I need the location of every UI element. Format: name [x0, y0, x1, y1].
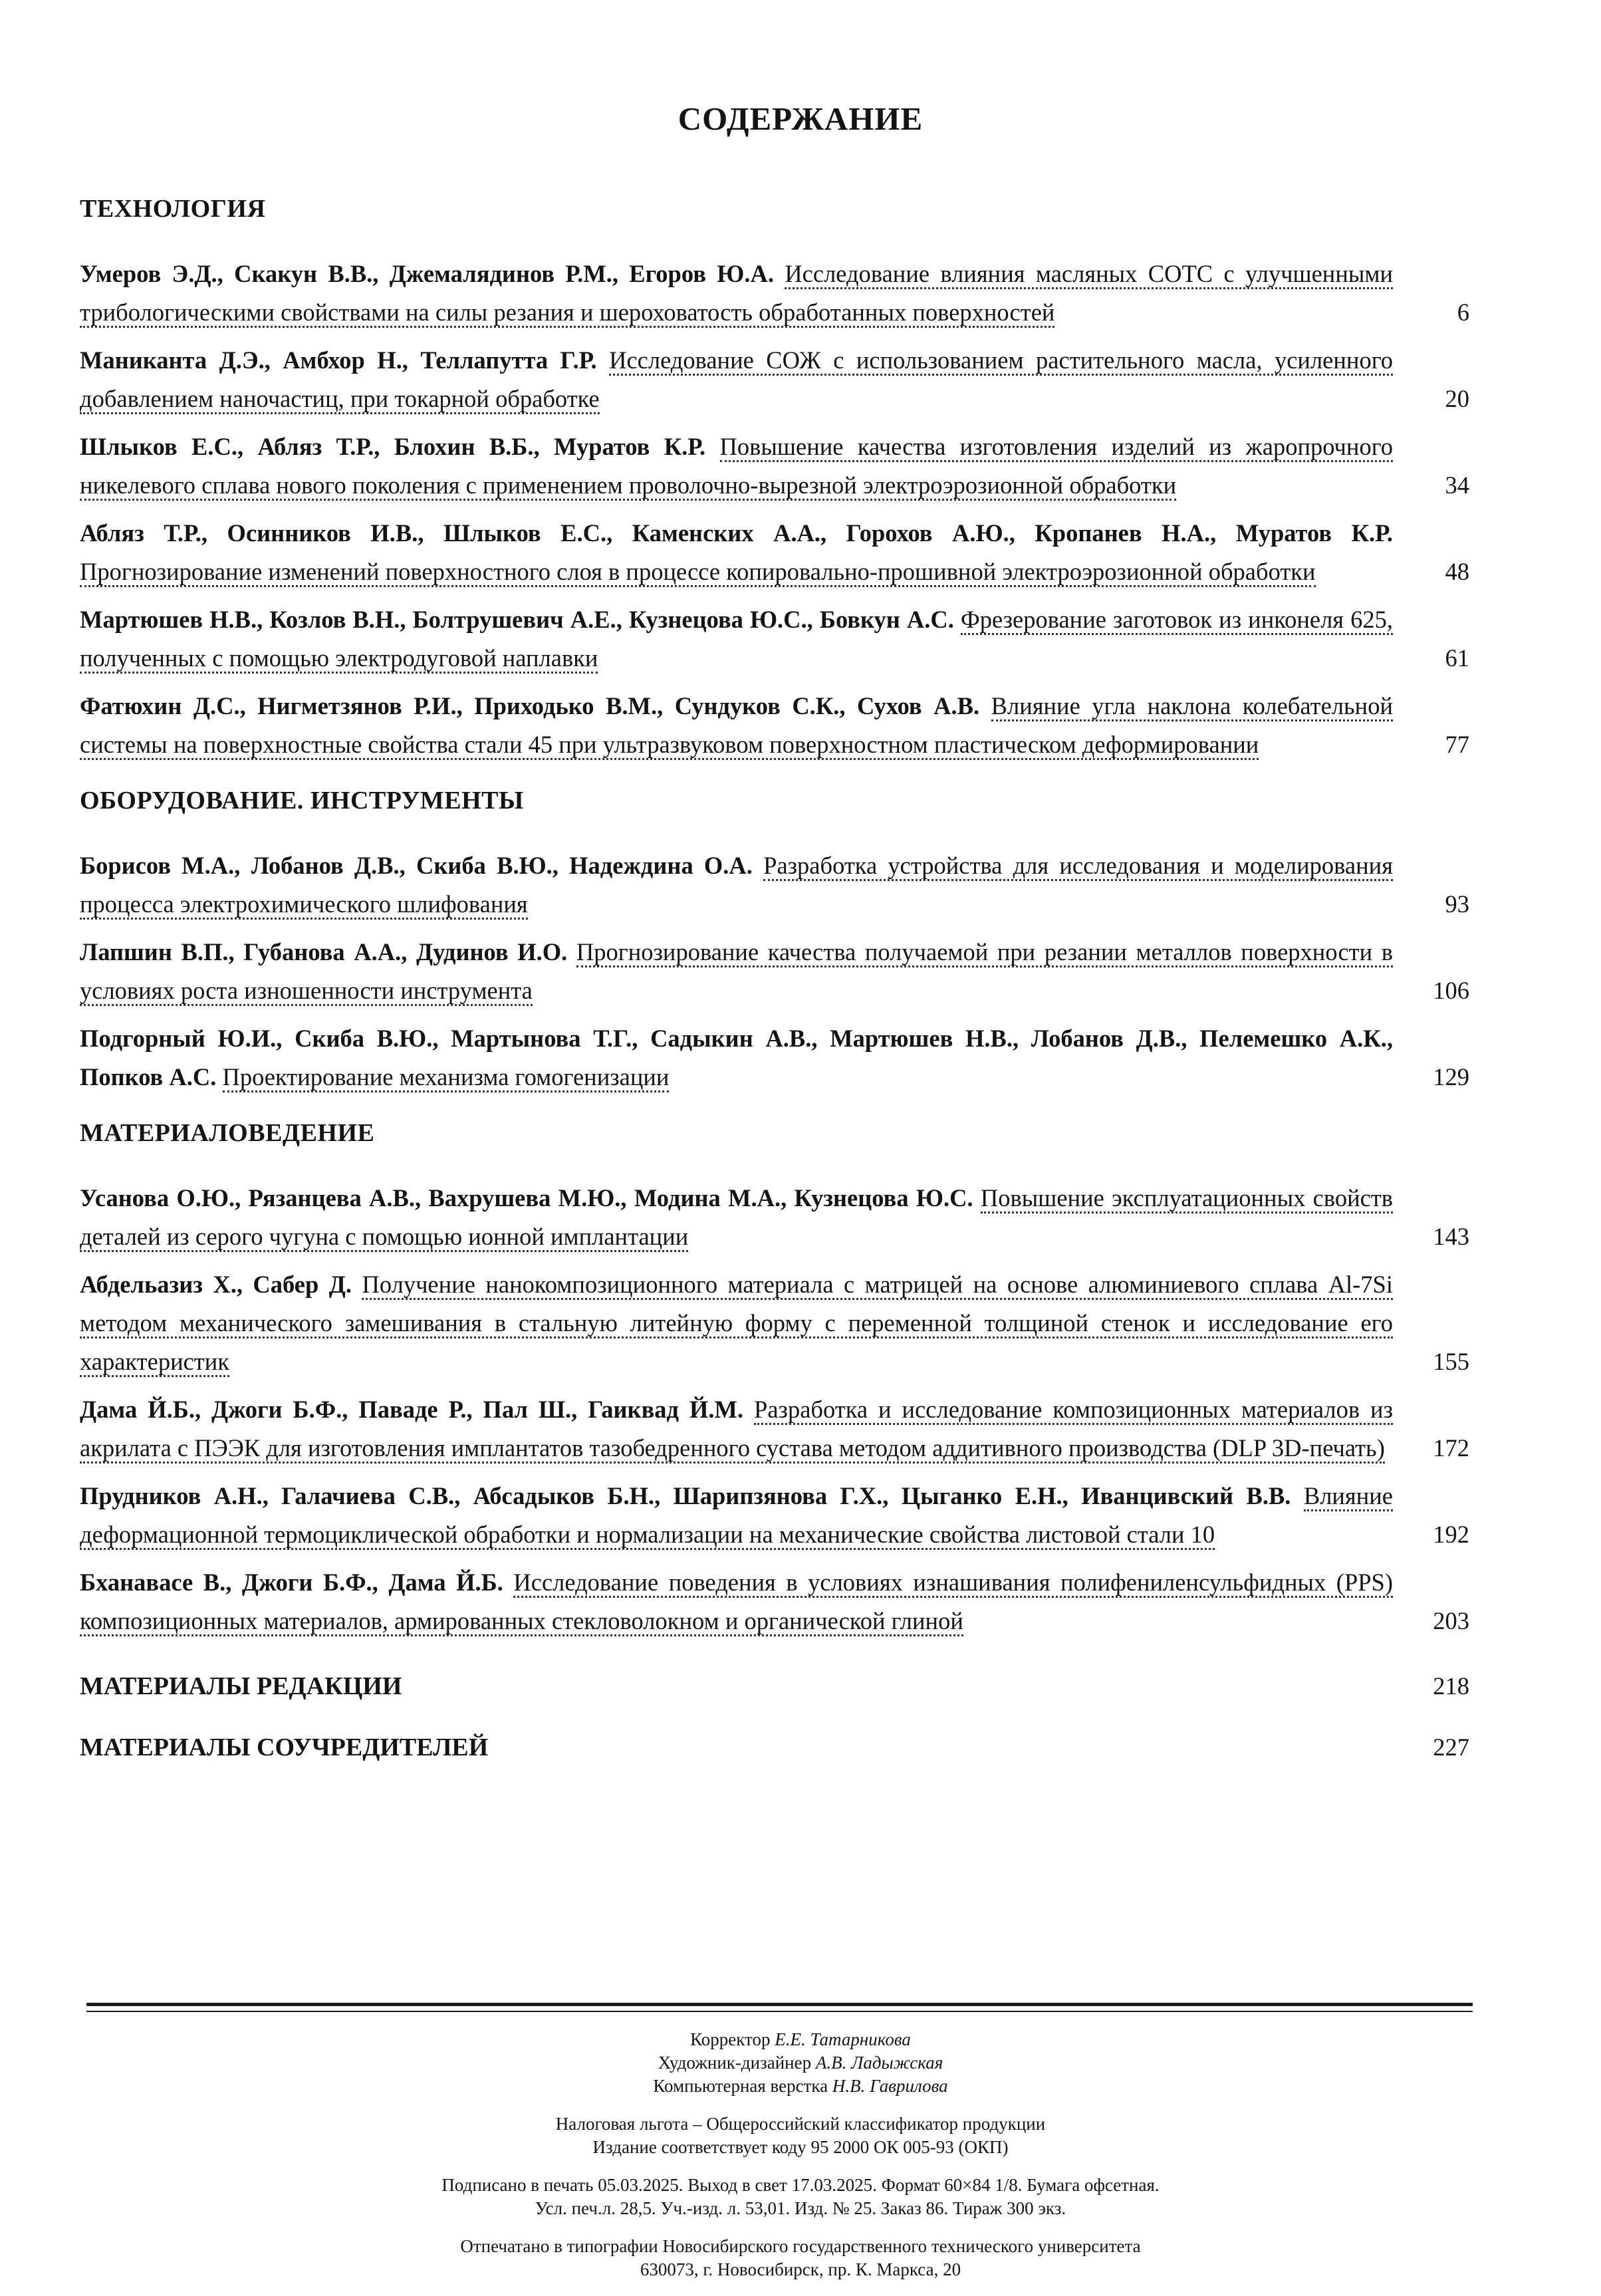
imprint-divider-thick: [86, 2003, 1473, 2006]
toc-entry-cofounder-materials[interactable]: [80, 1719, 1469, 1776]
imprint-print-line: Подписано в печать 05.03.2025. Выход в свет 17.03.2025. Формат 60×84 1/8. Бумага офсетная.: [441, 2175, 1160, 2195]
section-entries: [80, 1179, 1469, 1640]
entry-text: [80, 1563, 1393, 1640]
imprint-press-line: 630073, г. Новосибирск, пр. К. Маркса, 20: [640, 2259, 961, 2279]
entry-page-number: 192: [1433, 1521, 1469, 1548]
entry-title: Исследование поведения в условиях изнашивания полифениленсульфидных (PPS) композиционных материалов, армированных стекловолокном и органической глиной: [80, 1569, 1393, 1636]
section-heading: ТЕХНОЛОГИЯ: [80, 195, 266, 223]
entry-title: Влияние деформационной термоциклической обработки и нормализации на механические свойства листовой стали 10: [80, 1482, 1393, 1550]
entry-title: Прогнозирование качества получаемой при резании металлов поверхности в условиях роста изношенности инструмента: [80, 938, 1393, 1006]
entry-title: Влияние угла наклона колебательной системы на поверхностные свойства стали 45 при ультразвуковом поверхностном пластическом деформировании: [80, 692, 1393, 760]
entry-page-number: 143: [1433, 1223, 1469, 1250]
entry-authors: Фатюхин Д.С., Нигметзянов Р.И., Приходько В.М., Сундуков С.К., Сухов А.В.: [80, 692, 980, 719]
entry-authors: Борисов М.А., Лобанов Д.В., Скиба В.Ю., Надеждина О.А.: [80, 852, 753, 879]
section-heading: МАТЕРИАЛОВЕДЕНИЕ: [80, 1119, 375, 1147]
entry-authors: Мартюшев Н.В., Козлов В.Н., Болтрушевич А.Е., Кузнецова Ю.С., Бовкун А.С.: [80, 606, 954, 633]
entry-page-number: 106: [1433, 977, 1469, 1004]
extra-heading: МАТЕРИАЛЫ СОУЧРЕДИТЕЛЕЙ: [80, 1733, 489, 1761]
entry-authors: Умеров Э.Д., Скакун В.В., Джемалядинов Р.М., Егоров Ю.А.: [80, 260, 774, 287]
entry-text: [80, 514, 1393, 591]
entry-authors: Лапшин В.П., Губанова А.А., Дудинов И.О.: [80, 938, 568, 965]
imprint-press: [0, 2235, 1601, 2281]
entry-page-number: 172: [1433, 1434, 1469, 1462]
imprint-designer: Художник-дизайнер А.В. Ладыжская: [658, 2053, 943, 2073]
section-entries: [80, 255, 1469, 764]
page-title: СОДЕРЖАНИЕ: [677, 100, 924, 137]
entry-text: [80, 255, 1393, 332]
toc-entry[interactable]: [80, 846, 1469, 924]
imprint-tax-line: Налоговая льгота – Общероссийский классификатор продукции: [555, 2114, 1046, 2134]
entry-title: Повышение качества изготовления изделий из жаропрочного никелевого сплава нового поколения с применением проволочно-вырезной электроэрозионной обработки: [80, 433, 1393, 501]
entry-text: [80, 1390, 1393, 1467]
imprint-corrector: Корректор Е.Е. Татарникова: [690, 2029, 911, 2049]
imprint-tax: [0, 2112, 1601, 2159]
toc-entry[interactable]: [80, 687, 1469, 764]
imprint-print-line: Усл. печ.л. 28,5. Уч.-изд. л. 53,01. Изд. № 25. Заказ 86. Тираж 300 экз.: [535, 2198, 1066, 2218]
extra-page-number: 218: [1433, 1672, 1469, 1700]
toc-entry[interactable]: [80, 428, 1469, 505]
entry-page-number: 34: [1445, 471, 1469, 499]
entry-page-number: 77: [1445, 731, 1469, 758]
entry-text: [80, 1477, 1393, 1554]
entry-text: [80, 600, 1393, 678]
entry-text: [80, 1265, 1393, 1381]
entry-title: Прогнозирование изменений поверхностного слоя в процессе копировально-прошивной электроэрозионной обработки: [80, 558, 1316, 587]
entry-page-number: 61: [1445, 644, 1469, 672]
entry-title: Исследование влияния масляных СОТС с улучшенными трибологическими свойствами на силы резания и шероховатость обработанных поверхностей: [80, 260, 1393, 328]
imprint-staff: [0, 2028, 1601, 2098]
entry-authors: Усанова О.Ю., Рязанцева А.В., Вахрушева М.Ю., Модина М.А., Кузнецова Ю.С.: [80, 1184, 973, 1212]
entry-page-number: 48: [1445, 558, 1469, 585]
entry-authors: Маниканта Д.Э., Амбхор Н., Теллапутта Г.Р.: [80, 346, 597, 374]
entry-page-number: 6: [1457, 299, 1469, 326]
entry-title: Исследование СОЖ с использованием растительного масла, усиленного добавлением наночастиц, при токарной обработке: [80, 346, 1393, 414]
entry-page-number: 20: [1445, 385, 1469, 412]
imprint-tax-line: Издание соответствует коду 95 2000 ОК 005-93 (ОКП): [592, 2137, 1009, 2157]
entry-text: [80, 1179, 1393, 1256]
entry-title: Повышение эксплуатационных свойств деталей из серого чугуна с помощью ионной имплантации: [80, 1184, 1393, 1252]
toc-entry[interactable]: [80, 341, 1469, 418]
entry-title: Разработка и исследование композиционных материалов из акрилата с ПЭЭК для изготовления имплантатов тазобедренного сустава методом аддитивного производства (DLP 3D-печать): [80, 1396, 1393, 1464]
entry-text: [80, 1019, 1393, 1096]
imprint-print-info: [0, 2174, 1601, 2220]
entry-title: Проектирование механизма гомогенизации: [223, 1063, 670, 1092]
entry-authors: Шлыков Е.С., Абляз Т.Р., Блохин В.Б., Муратов К.Р.: [80, 433, 706, 460]
section-heading: ОБОРУДОВАНИЕ. ИНСТРУМЕНТЫ: [80, 787, 524, 815]
entry-authors: Подгорный Ю.И., Скиба В.Ю., Мартынова Т.Г., Садыкин А.В., Мартюшев Н.В., Лобанов Д.В., Пелемешко А.К., Попков А.С.: [80, 1025, 1393, 1090]
section-equipment-tools: [80, 781, 1469, 1096]
entry-text: [80, 846, 1393, 924]
toc-entry-editorial-materials[interactable]: [80, 1658, 1469, 1715]
entry-page-number: 155: [1433, 1348, 1469, 1375]
entry-text: [80, 341, 1393, 418]
entry-authors: Дама Й.Б., Джоги Б.Ф., Паваде Р., Пал Ш., Гаиквад Й.М.: [80, 1396, 744, 1423]
section-technology: [80, 190, 1469, 764]
toc-entry[interactable]: [80, 1390, 1469, 1467]
entry-authors: Прудников А.Н., Галачиева С.В., Абсадыков Б.Н., Шарипзянова Г.Х., Цыганко Е.Н., Иванцивский В.В.: [80, 1482, 1291, 1509]
imprint-divider-thin: [86, 2011, 1473, 2012]
toc-entry[interactable]: [80, 1019, 1469, 1096]
section-materials-science: [80, 1114, 1469, 1640]
imprint: [0, 2028, 1601, 2296]
toc-entry[interactable]: [80, 1265, 1469, 1381]
toc-entry[interactable]: [80, 514, 1469, 591]
imprint-press-line: Отпечатано в типографии Новосибирского государственного технического университета: [460, 2236, 1141, 2256]
entry-page-number: 129: [1433, 1063, 1469, 1090]
entry-text: [80, 687, 1393, 764]
section-entries: [80, 846, 1469, 1096]
toc-entry[interactable]: [80, 1179, 1469, 1256]
entry-authors: Абдельазиз Х., Сабер Д.: [80, 1271, 352, 1298]
table-of-contents: [80, 190, 1469, 1776]
entry-authors: Бханавасе В., Джоги Б.Ф., Дама Й.Б.: [80, 1569, 503, 1596]
toc-entry[interactable]: [80, 933, 1469, 1010]
toc-entry[interactable]: [80, 1477, 1469, 1554]
extra-heading: МАТЕРИАЛЫ РЕДАКЦИИ: [80, 1672, 402, 1700]
entry-authors: Абляз Т.Р., Осинников И.В., Шлыков Е.С., Каменских А.А., Горохов А.Ю., Кропанев Н.А., Муратов К.Р.: [80, 519, 1393, 547]
entry-page-number: 93: [1445, 890, 1469, 918]
extra-page-number: 227: [1433, 1733, 1469, 1761]
entry-title: Получение нанокомпозиционного материала с матрицей на основе алюминиевого сплава Al-7Si методом механического замешивания в стальную литейную форму с переменной толщиной стенок и исследование его характеристик: [80, 1271, 1393, 1377]
entry-text: [80, 933, 1393, 1010]
entry-text: [80, 428, 1393, 505]
toc-entry[interactable]: [80, 1563, 1469, 1640]
imprint-layout: Компьютерная верстка Н.В. Гаврилова: [653, 2076, 948, 2096]
toc-entry[interactable]: [80, 255, 1469, 332]
entry-page-number: 203: [1433, 1607, 1469, 1634]
entry-title: Разработка устройства для исследования и моделирования процесса электрохимического шлифования: [80, 852, 1393, 920]
toc-entry[interactable]: [80, 600, 1469, 678]
entry-title: Фрезерование заготовок из инконеля 625, полученных с помощью электродуговой наплавки: [80, 606, 1393, 674]
